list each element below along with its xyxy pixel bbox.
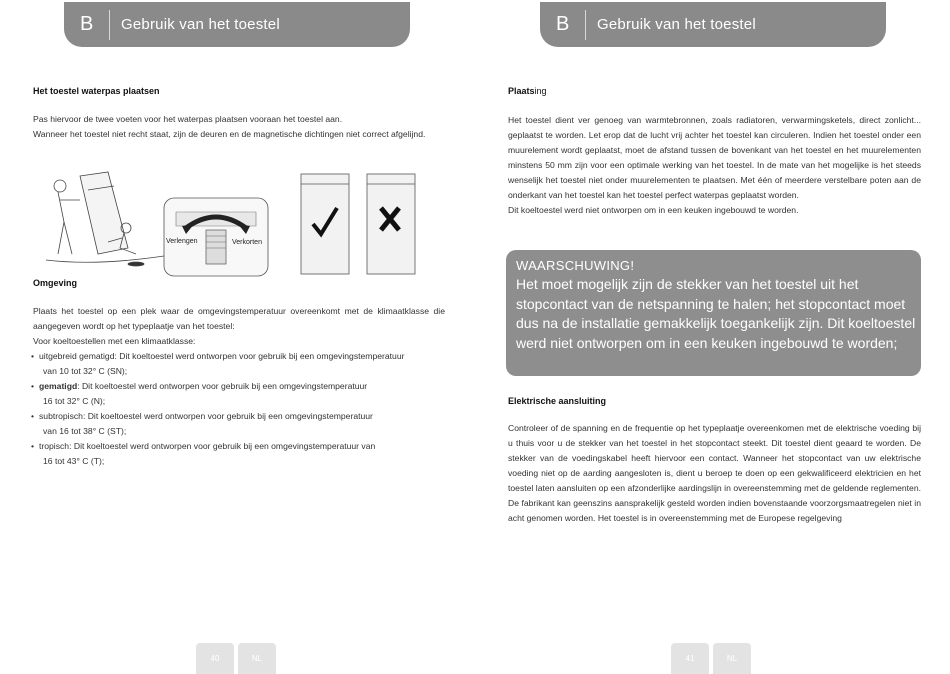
- warning-title: WAARSCHUWING!: [516, 258, 635, 273]
- right-page: [475, 0, 950, 674]
- page-number: 40: [196, 643, 234, 674]
- fridge-comparison-illustration: [297, 168, 423, 278]
- language-tab: NL: [713, 643, 751, 674]
- climate-intro: Voor koeltoestellen met een klimaatklasse:: [33, 336, 196, 346]
- placement-text: [508, 113, 921, 218]
- lengthen-label: Verlengen: [166, 238, 198, 245]
- page-number: 41: [671, 643, 709, 674]
- list-item: • uitgebreid gematigd: Dit koeltoestel werd ontworpen voor gebruik bij een omgevingstemperatuur van 10 tot 32° C (SN);: [33, 349, 445, 379]
- heading-leveling: Het toestel waterpas plaatsen: [33, 86, 160, 96]
- heading-electric: Elektrische aansluiting: [508, 396, 607, 406]
- electric-text: Controleer of de spanning en de frequentie op het typeplaatje overeenkomen met de elektrische voeding bij u thuis voor u de stekker van het toestel in het stopcontact steekt. Dit toestel dient geaard te worden. De stekker van de voedingskabel heeft hiervoor een contact. Wanneer het stopcontact van uw elektrische voeding niet op de aarding aangesloten is, dient u beroep te doen op een gekwalificeerd elektricien en het toestel laten aansluiten op een afzonderlijke aardingslijn in overeenstemming met de geldende reglementen. De fabrikant kan geenszins aansprakelijk gesteld worden indien bovenstaande voorzorgsmaatregelen niet in acht genomen worden. Het toestel is in overeenstemming met de Europese regelgeving: [508, 423, 921, 523]
- header-divider: [109, 10, 110, 40]
- header-divider: [585, 10, 586, 40]
- warning-text: Het moet mogelijk zijn de stekker van het toestel uit het stopcontact van de netspanning te halen; het stopcontact moet dus na de installatie gemakkelijk toegankelijk zijn. Dit koeltoestel werd niet ontworpen om in een keuken ingebouwd te worden;: [516, 276, 916, 351]
- leveling-text-2: Wanneer het toestel niet recht staat, zijn de deuren en de magnetische dichtingen niet correct afgelijnd.: [33, 129, 426, 139]
- leveling-text-1: Pas hiervoor de twee voeten voor het waterpas plaatsen vooraan het toestel aan.: [33, 114, 343, 124]
- heading-environment: Omgeving: [33, 278, 78, 288]
- warning-box: [506, 250, 921, 376]
- leveling-illustration: [36, 170, 276, 278]
- section-letter: B: [556, 13, 570, 35]
- section-title: Gebruik van het toestel: [121, 16, 280, 33]
- placement-text-2: Dit koeltoestel werd niet ontworpen om in een keuken ingebouwd te worden.: [508, 205, 799, 215]
- shorten-label: Verkorten: [232, 239, 262, 246]
- section-letter: B: [80, 13, 94, 35]
- environment-text: Plaats het toestel op een plek waar de omgevingstemperatuur overeenkomt met de klimaatklasse die aangegeven wordt op het typeplaatje van het toestel:: [33, 306, 445, 331]
- section-header: [64, 2, 410, 47]
- list-item: • tropisch: Dit koeltoestel werd ontworpen voor gebruik bij een omgevingstemperatuur van 16 tot 43° C (T);: [33, 439, 445, 469]
- section-title: Gebruik van het toestel: [597, 16, 756, 33]
- section-header: [540, 2, 886, 47]
- heading-placement: Plaatsing: [508, 86, 547, 96]
- list-item: • gematigd: Dit koeltoestel werd ontworpen voor gebruik bij een omgevingstemperatuur 16 tot 32° C (N);: [33, 379, 445, 409]
- placement-text-1: Het toestel dient ver genoeg van warmtebronnen, zoals radiatoren, verwarmingsketels, direct zonlicht... geplaatst te worden. Let erop dat de lucht vrij achter het toestel kan circuleren. Indien het toestel onder een muurelement wordt geplaatst, moet de afstand tussen de bovenkant van het toestel en het muurelementen minstens 50 mm zijn voor een optimale werking van het toestel. In de mate van het mogelijke is het steeds wenselijk het toestel niet onder muurelementen te plaatsen. Met één of meerdere verstelbare poten aan de onderkant van het toestel kan het toestel perfect waterpas geplaatst worden.: [508, 115, 921, 200]
- leveling-text: [33, 112, 448, 142]
- climate-class-list: [33, 349, 445, 469]
- language-tab: NL: [238, 643, 276, 674]
- list-item: • subtropisch: Dit koeltoestel werd ontworpen voor gebruik bij een omgevingstemperatuur van 16 tot 38° C (ST);: [33, 409, 445, 439]
